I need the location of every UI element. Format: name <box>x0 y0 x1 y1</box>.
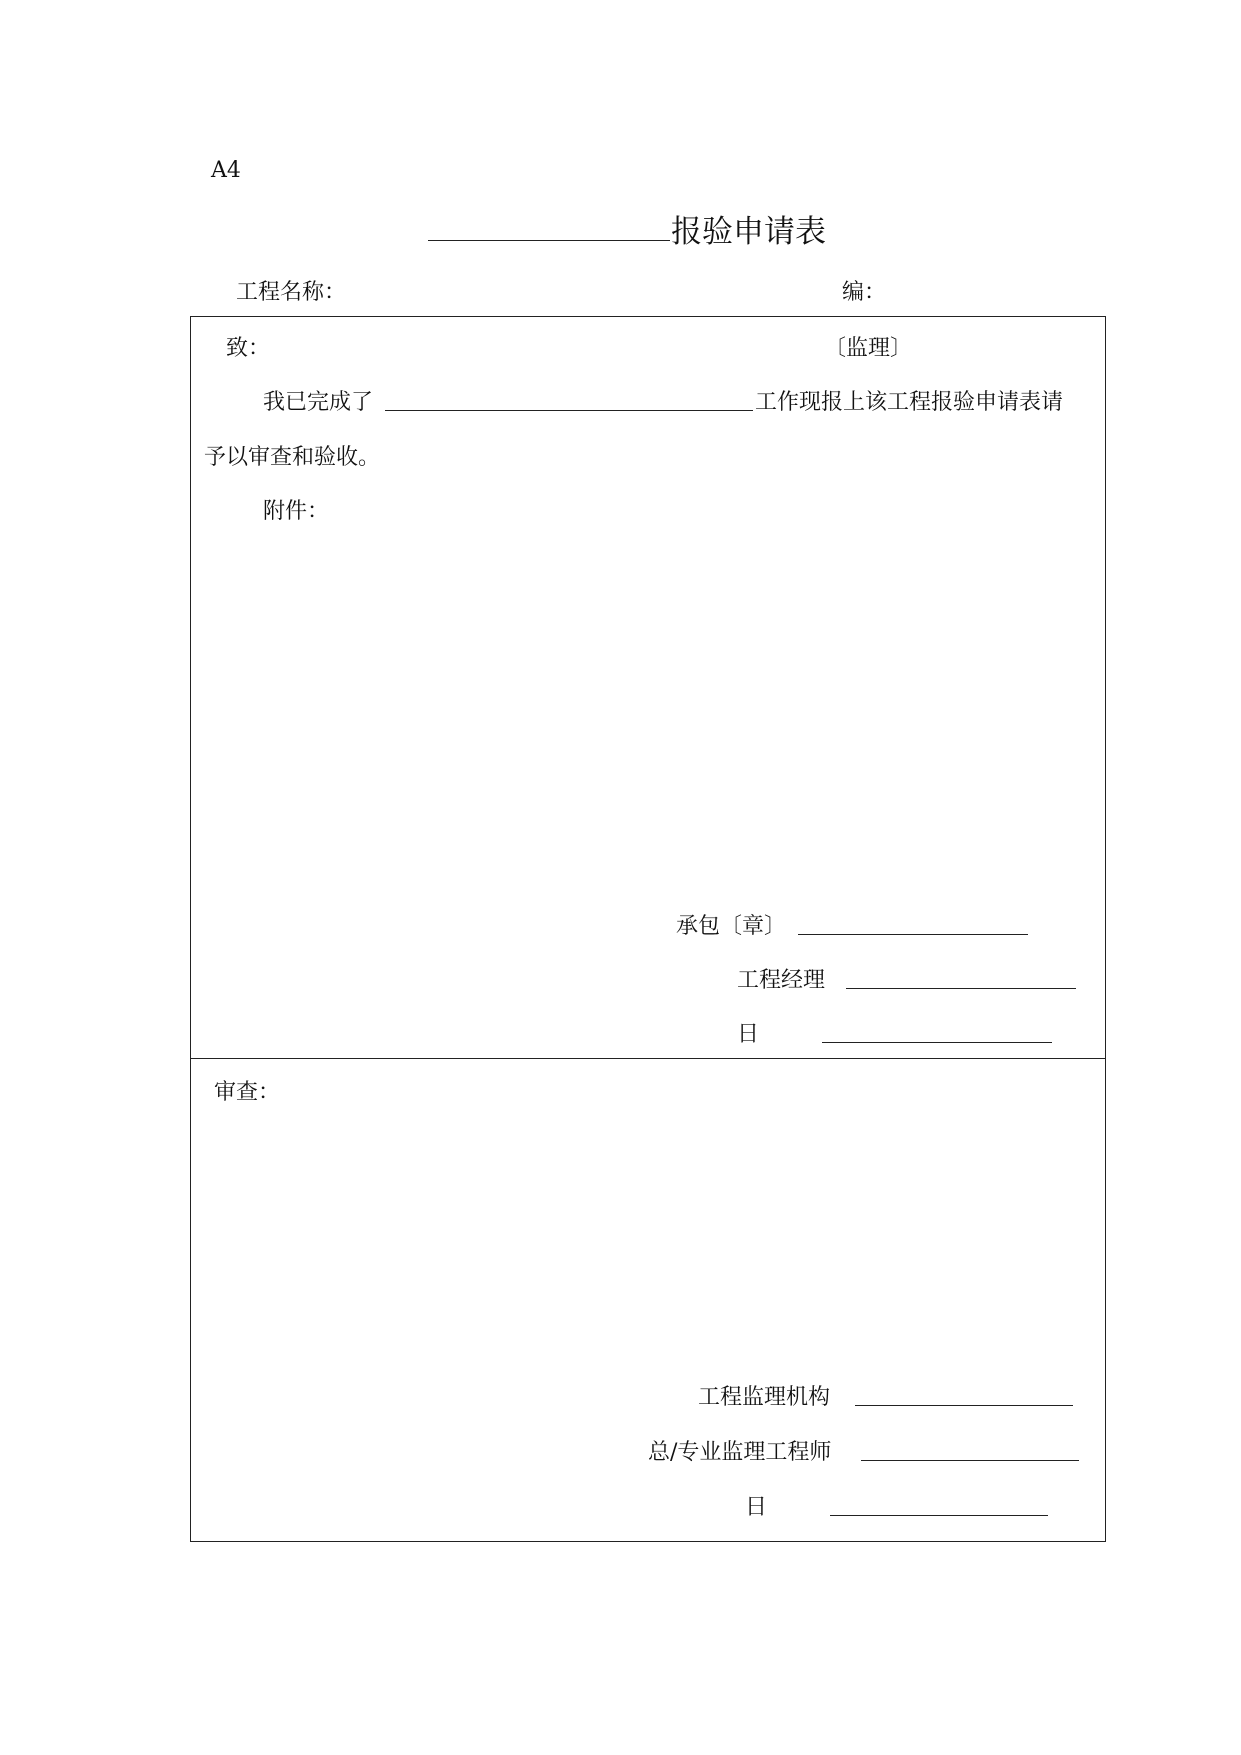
section-divider <box>191 1058 1105 1059</box>
completed-work-field[interactable] <box>385 410 753 411</box>
manager-field[interactable] <box>846 988 1076 989</box>
contractor-seal-label: 承包〔章〕 <box>676 914 787 939</box>
body-suffix: 工作现报上该工程报验申请表请 <box>755 390 1064 415</box>
contractor-seal-field[interactable] <box>798 934 1028 935</box>
apply-date-field[interactable] <box>822 1042 1052 1043</box>
number-label: 编： <box>842 280 887 305</box>
title-blank-field[interactable] <box>428 240 670 241</box>
review-date-label: 日 <box>745 1495 768 1520</box>
manager-label: 工程经理 <box>737 968 826 993</box>
attachment-label: 附件： <box>263 499 330 524</box>
body-prefix: 我已完成了 <box>263 390 374 415</box>
body-line2: 予以审查和验收。 <box>204 445 381 470</box>
supervisor-label: 〔监理〕 <box>824 336 913 361</box>
engineer-label: 总/专业监理工程师 <box>648 1440 832 1465</box>
supervision-org-field[interactable] <box>855 1405 1073 1406</box>
supervision-org-label: 工程监理机构 <box>698 1385 831 1410</box>
engineer-field[interactable] <box>861 1460 1079 1461</box>
review-label: 审查： <box>214 1080 281 1105</box>
to-label: 致： <box>226 336 271 361</box>
project-name-label: 工程名称： <box>236 280 347 305</box>
apply-date-label: 日 <box>737 1022 760 1047</box>
review-date-field[interactable] <box>830 1515 1048 1516</box>
page-title: 报验申请表 <box>671 214 826 250</box>
form-code: A4 <box>211 158 241 183</box>
